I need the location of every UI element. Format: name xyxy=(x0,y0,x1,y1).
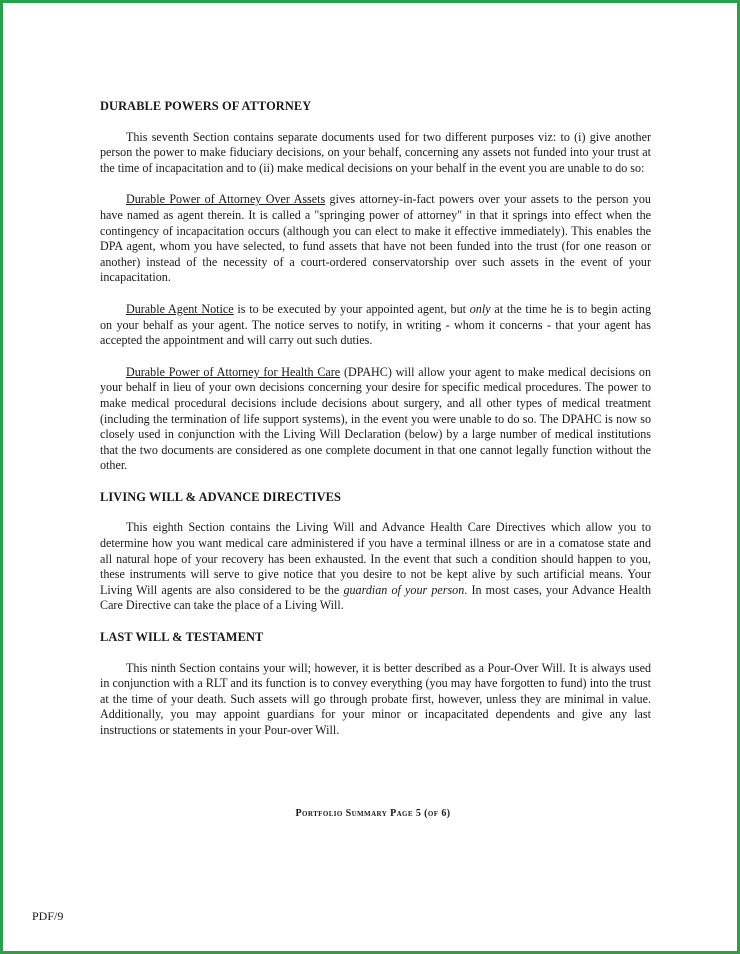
term-health-care: Durable Power of Attorney for Health Care xyxy=(126,364,341,379)
text-dpa-assets: gives attorney-in-fact powers over your assets to the person you have named as agent therein. It is called a "springing power of attorney" in that it springs into effect when the contingency of incapacitation occurs (although you can elect to make it effective immediately). This enables the DPA agent, whom you have selected, to fund assets that have not been funded into the trust (for one reason or another) instead of the necessity of a court-ordered conservatorship over such assets in the event of your incapacitation. xyxy=(100,192,651,285)
paragraph-dpa-assets xyxy=(100,192,651,286)
page-footer: Portfolio Summary Page 5 (of 6) xyxy=(295,808,451,819)
text-living-will-italic: guardian of your person xyxy=(343,582,465,597)
heading-durable-powers: DURABLE POWERS OF ATTORNEY xyxy=(100,99,312,113)
term-dpa-assets: Durable Power of Attorney Over Assets xyxy=(126,192,326,207)
paragraph-agent-notice xyxy=(100,302,651,349)
heading-living-will: LIVING WILL & ADVANCE DIRECTIVES xyxy=(100,489,341,504)
term-agent-notice: Durable Agent Notice xyxy=(126,301,234,316)
text-agent-notice-b: at the time he is to begin acting on your behalf as your agent. The notice serves to notify, in writing - whom it concerns - that your agent has accepted the appointment and will carry out such duties. xyxy=(100,301,652,348)
heading-last-will: LAST WILL & TESTAMENT xyxy=(100,630,264,645)
text-living-will-b: . In most cases, your Advance Health Care Directive can take the place of a Living Will. xyxy=(100,582,652,613)
document-body xyxy=(100,99,651,755)
text-living-will-a: This eighth Section contains the Living Will and Advance Health Care Directives which allow you to determine how you want medical care administered if you have a terminal illness or are in a comatose state and all natural hope of your recovery has been exhausted. In the event that such a condition should happen to you, these instruments will serve to give notice that you desire to not be kept alive by such artificial means. Your Living Will agents are also considered to be the xyxy=(100,520,651,597)
paragraph-last-will: This ninth Section contains your will; however, it is better described as a Pour-Over Will. It is always used in conjunction with a RLT and its function is to convey everything (you may have forgotten to fund) into the trust at the time of your death. Such assets will go through probate first, however, unless they are minimal in value. Additionally, you may appoint guardians for your minor or incapacitated dependents and give any last instructions or statements in your Pour-over Will. xyxy=(100,660,651,737)
text-agent-notice-italic: only xyxy=(469,301,491,316)
page-code: PDF/9 xyxy=(32,909,64,923)
paragraph-living-will xyxy=(100,520,651,614)
paragraph-durable-intro: This seventh Section contains separate documents used for two different purposes viz: to (i) give another person the power to make fiduciary decisions, on your behalf, concerning any assets not funded into your trust at the time of incapacitation and to (ii) make medical decisions on your behalf in the event you are unable to do so: xyxy=(100,129,651,175)
text-agent-notice-a: is to be executed by your appointed agent, but xyxy=(233,301,470,316)
text-health-care: (DPAHC) will allow your agent to make medical decisions on your behalf in lieu of your own decisions concerning your desire for specific medical procedures. The power to make medical procedural decisions include decisions about surgery, and all other types of medical treatment (including the termination of life support systems), in the event you were unable to do so. The DPAHC is now so closely used in conjunction with the Living Will Declaration (below) by a large number of medical institutions that the two documents are considered as one complete document in that one cannot legally function without the other. xyxy=(100,364,651,473)
paragraph-health-care xyxy=(100,365,651,474)
